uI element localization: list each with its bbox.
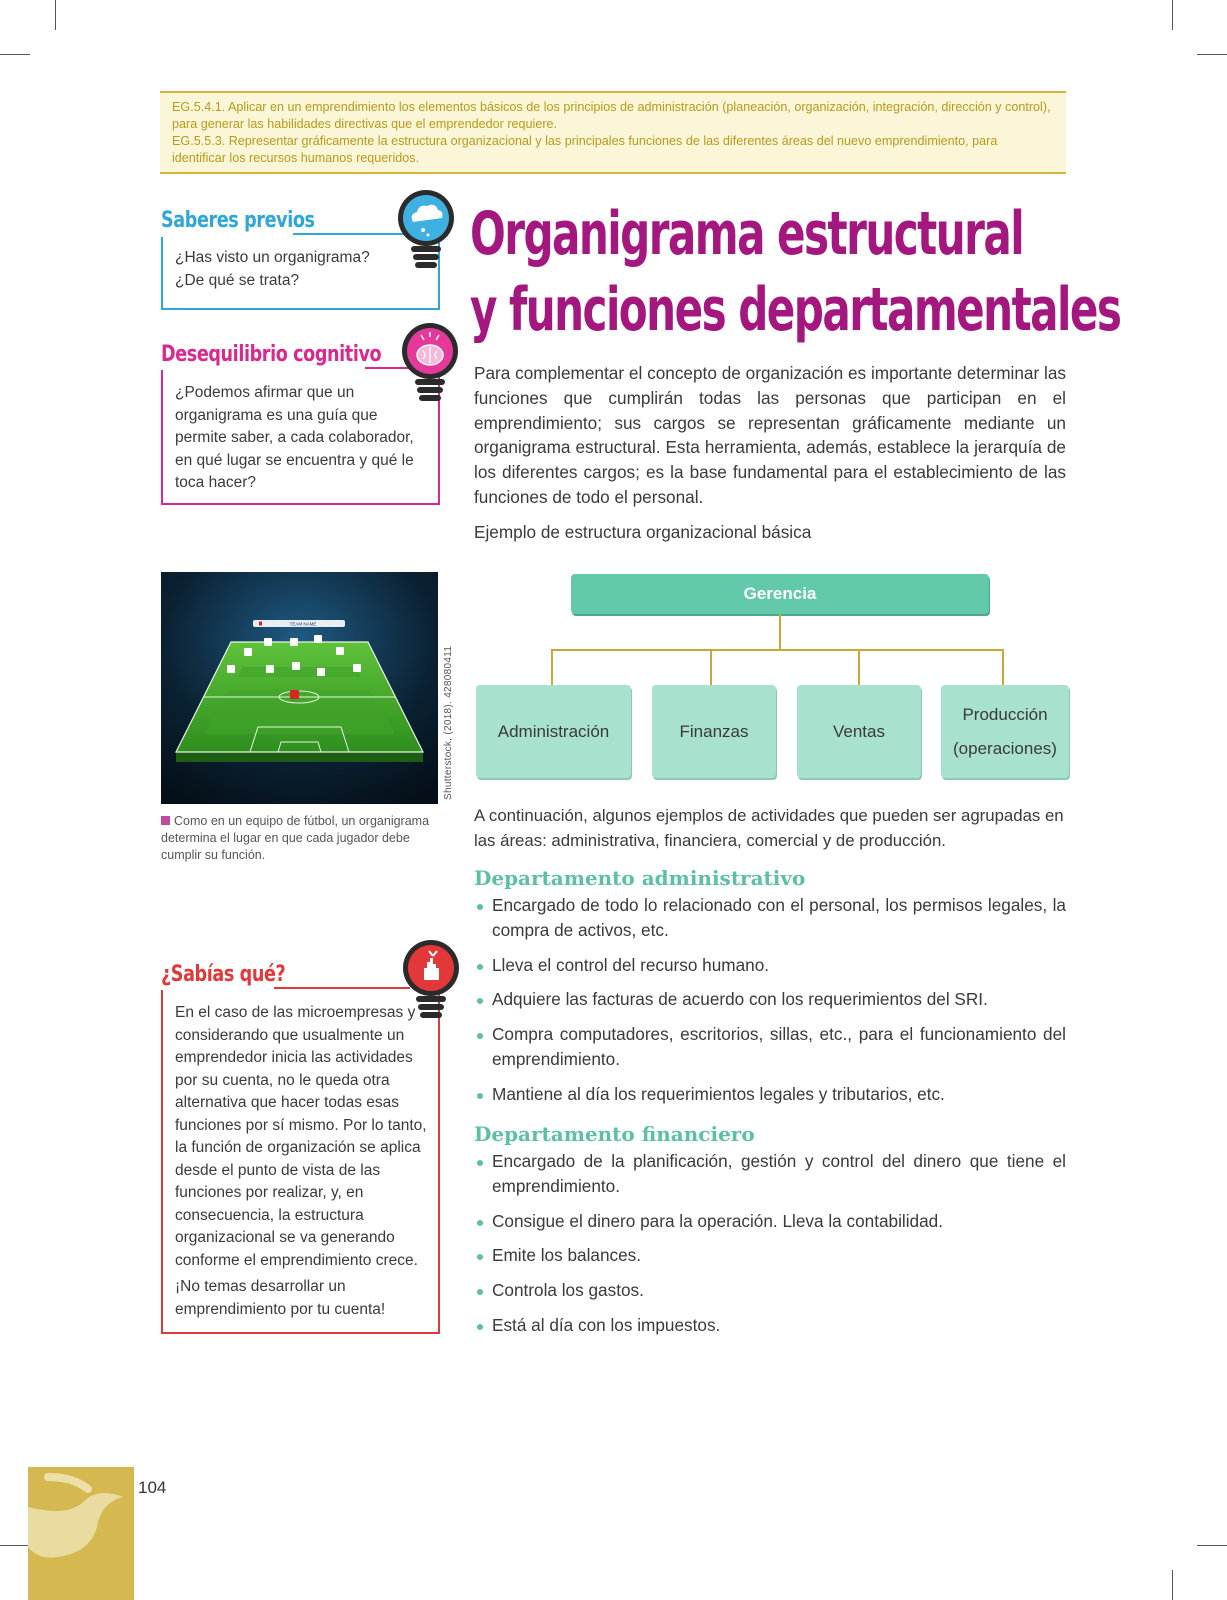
dept-admin-list (474, 893, 1066, 1117)
corner-swirl-icon (28, 1467, 134, 1600)
sabias-title: ¿Sabías qué? (161, 962, 286, 987)
crop-mark (1172, 0, 1173, 30)
list-item: Compra computadores, escritorios, sillas, etc., para el funcionamiento del emprendimiento. (474, 1022, 1066, 1072)
football-field-image (161, 572, 438, 804)
lightbulb-hand-icon (400, 938, 462, 1030)
page-title (470, 196, 1121, 348)
org-connector (551, 649, 553, 685)
list-item: Controla los gastos. (474, 1278, 1066, 1303)
operaciones-label: (operaciones) (953, 738, 1057, 758)
produccion-label: Producción (962, 704, 1048, 724)
list-item: Encargado de la planificación, gestión y control del dinero que tiene el emprendimiento. (474, 1149, 1066, 1199)
page-corner-decoration (28, 1467, 134, 1600)
after-chart-paragraph: A continuación, algunos ejemplos de actividades que pueden ser agrupadas en las áreas: administrativa, financiera, comercial y de producción. (474, 806, 1064, 850)
page-title-line-1: Organigrama estructural (470, 199, 1024, 269)
org-connector (551, 649, 1004, 651)
dept-admin-title: Departamento administrativo (474, 866, 806, 890)
list-item: Consigue el dinero para la operación. Lleva la contabilidad. (474, 1209, 1066, 1234)
sabias-rule (274, 987, 410, 989)
crop-mark (1197, 1545, 1227, 1546)
goalkeeper-shirt (290, 690, 299, 699)
crop-mark (1197, 54, 1227, 55)
desequilibrio-text: ¿Podemos afirmar que un organigrama es una guía que permite saber, a cada colaborador, en qué lugar se encuentra y qué le toca hacer? (175, 384, 414, 491)
desequilibrio-title: Desequilibrio cognitivo (161, 342, 382, 367)
list-item: Lleva el control del recurso humano. (474, 953, 1066, 978)
org-node-gerencia: Gerencia (571, 574, 989, 614)
list-item: Emite los balances. (474, 1243, 1066, 1268)
dept-fin-list (474, 1149, 1066, 1348)
objectives-box (160, 91, 1066, 174)
list-item: Encargado de todo lo relacionado con el personal, los permisos legales, la compra de activos, etc. (474, 893, 1066, 943)
org-connector (779, 614, 781, 650)
saberes-title: Saberes previos (161, 208, 315, 233)
org-connector (858, 649, 860, 685)
list-item: Mantiene al día los requerimientos legales y tributarios, etc. (474, 1082, 1066, 1107)
org-node-administracion: Administración (476, 685, 631, 778)
lightbulb-cloud-icon (395, 188, 457, 280)
caption-text: Como en un equipo de fútbol, un organigrama determina el lugar en que cada jugador debe cumplir su función. (161, 814, 430, 862)
intro-paragraph: Para complementar el concepto de organización es importante determinar las funciones que cumplirán todas las personas que participan en el emprendimiento; sus cargos se representan gráficamente mediante un organigrama estructural. Esta herramienta, además, establece la jerarquía de los diferentes cargos; es la base fundamental para el establecimiento de las funciones de todo el personal. (474, 363, 1066, 507)
sabias-text: En el caso de las microempresas y considerando que usualmente un emprendedor inicia las actividades por su cuenta, no le queda otra alternativa que hacer todas esas funciones por sí mismo. Por lo tanto, la función de organización se aplica desde el punto de vista de las funciones por realizar, y, en consecuencia, la estructura organizacional se va generando conforme el emprendimiento crece. (175, 1004, 427, 1269)
page-number: 104 (138, 1478, 167, 1497)
example-label: Ejemplo de estructura organizacional básica (474, 522, 812, 542)
objective-1: EG.5.4.1. Aplicar en un emprendimiento los elementos básicos de los principios de administración (planeación, organización, integración, dirección y control), para generar las habilidades directivas que el emprendedor requiere. (172, 100, 1051, 131)
saberes-text: ¿Has visto un organigrama? ¿De qué se trata? (175, 249, 370, 289)
crop-mark (1172, 1570, 1173, 1600)
org-node-ventas: Ventas (797, 685, 921, 778)
sabias-closing: ¡No temas desarrollar un emprendimiento por tu cuenta! (175, 1278, 386, 1318)
caption-marker (161, 816, 170, 825)
image-caption (161, 813, 441, 864)
org-node-produccion (941, 685, 1069, 778)
list-item: Está al día con los impuestos. (474, 1313, 1066, 1338)
crop-mark (0, 54, 30, 55)
saberes-rule (293, 233, 407, 235)
page-title-line-2: y funciones departamentales (470, 275, 1121, 345)
list-item: Adquiere las facturas de acuerdo con los requerimientos del SRI. (474, 987, 1066, 1012)
image-credit: Shutterstock, (2018). 428080411 (443, 645, 454, 800)
org-connector (1002, 649, 1004, 685)
team-name-label: TEAM NAME (289, 621, 317, 627)
crop-mark (0, 1545, 30, 1546)
dept-fin-title: Departamento financiero (474, 1122, 755, 1146)
org-connector (710, 649, 712, 685)
objective-2: EG.5.5.3. Representar gráficamente la estructura organizacional y las principales funciones de las diferentes áreas del nuevo emprendimiento, para identificar los recursos humanos requeridos. (172, 134, 998, 165)
org-node-finanzas: Finanzas (652, 685, 776, 778)
crop-mark (55, 0, 56, 30)
lightbulb-brain-icon (399, 321, 461, 413)
sabias-box (161, 990, 440, 1334)
